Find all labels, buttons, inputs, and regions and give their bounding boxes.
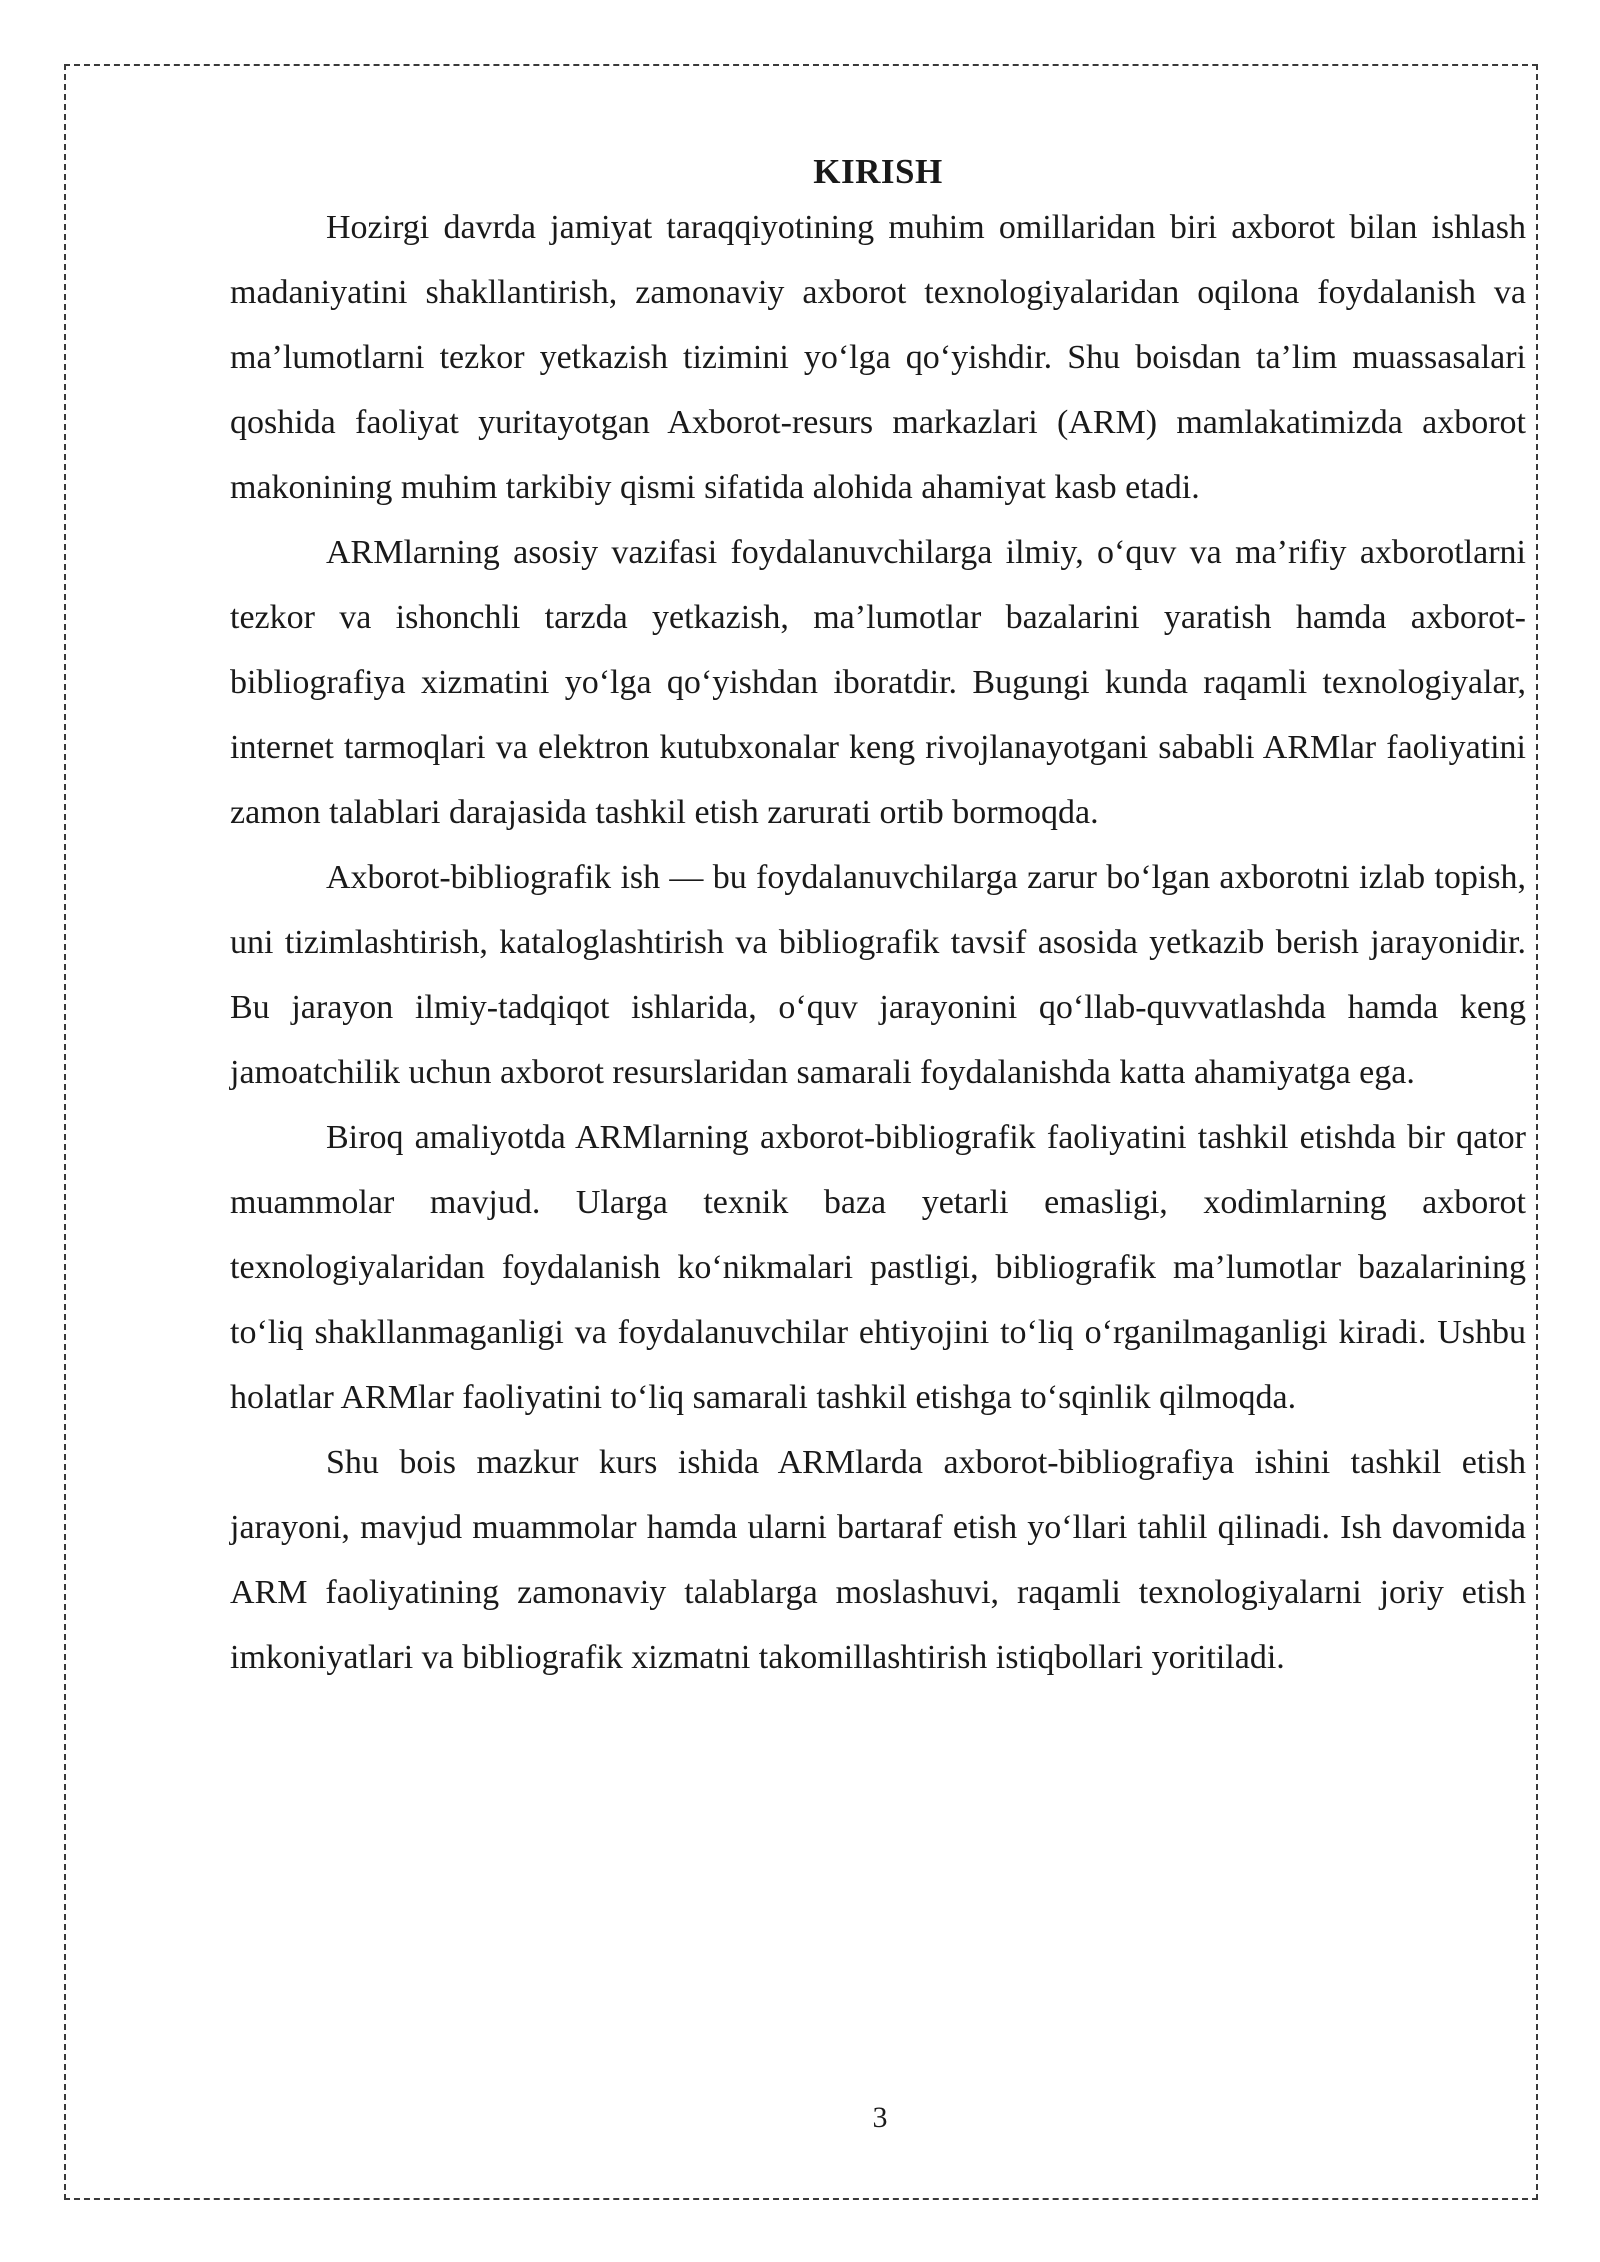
paragraph-5: Shu bois mazkur kurs ishida ARMlarda axborot-bibliografiya ishini tashkil etish jarayoni, mavjud muammolar hamda ularni bartaraf etish yo‘llari tahlil qilinadi. Ish davomida ARM faoliyatining zamonaviy talablarga moslashuvi, raqamli texnologiyalarni joriy etish imkoniyatlari va bibliografik xizmatni takomillashtirish istiqbollari yoritiladi. <box>230 1444 1526 1676</box>
paragraph-1: Hozirgi davrda jamiyat taraqqiyotining muhim omillaridan biri axborot bilan ishlash madaniyatini shakllantirish, zamonaviy axborot texnologiyalaridan oqilona foydalanish va ma’lumotlarni tezkor yetkazish tizimini yo‘lga qo‘yishdir. Shu boisdan ta’lim muassasalari qoshida faoliyat yuritayotgan Axborot-resurs markazlari (ARM) mamlakatimizda axborot makonining muhim tarkibiy qismi sifatida alohida ahamiyat kasb etadi. <box>230 209 1526 506</box>
section-heading: KIRISH <box>813 152 943 191</box>
paragraph-3: Axborot-bibliografik ish — bu foydalanuvchilarga zarur bo‘lgan axborotni izlab topish, uni tizimlashtirish, kataloglashtirish va bibliografik tavsif asosida yetkazib berish jarayonidir. Bu jarayon ilmiy-tadqiqot ishlarida, o‘quv jarayonini qo‘llab-quvvatlashda hamda keng jamoatchilik uchun axborot resurslaridan samarali foydalanishda katta ahamiyatga ega. <box>230 859 1526 1091</box>
paragraph-4: Biroq amaliyotda ARMlarning axborot-bibliografik faoliyatini tashkil etishda bir qator muammolar mavjud. Ularga texnik baza yetarli emasligi, xodimlarning axborot texnologiyalaridan foydalanish ko‘nikmalari pastligi, bibliografik ma’lumotlar bazalarining to‘liq shakllanmaganligi va foydalanuvchilar ehtiyojini to‘liq o‘rganilmaganligi kiradi. Ushbu holatlar ARMlar faoliyatini to‘liq samarali tashkil etishga to‘sqinlik qilmoqda. <box>230 1119 1526 1416</box>
paragraph-2: ARMlarning asosiy vazifasi foydalanuvchilarga ilmiy, o‘quv va ma’rifiy axborotlarni tezkor va ishonchli tarzda yetkazish, ma’lumotlar bazalarini yaratish hamda axborot-bibliografiya xizmatini yo‘lga qo‘yishdan iboratdir. Bugungi kunda raqamli texnologiyalar, internet tarmoqlari va elektron kutubxonalar keng rivojlanayotgani sababli ARMlar faoliyatini zamon talablari darajasida tashkil etish zarurati ortib bormoqda. <box>230 534 1526 831</box>
page-number: 3 <box>872 2101 888 2134</box>
document-body <box>230 150 1526 1690</box>
